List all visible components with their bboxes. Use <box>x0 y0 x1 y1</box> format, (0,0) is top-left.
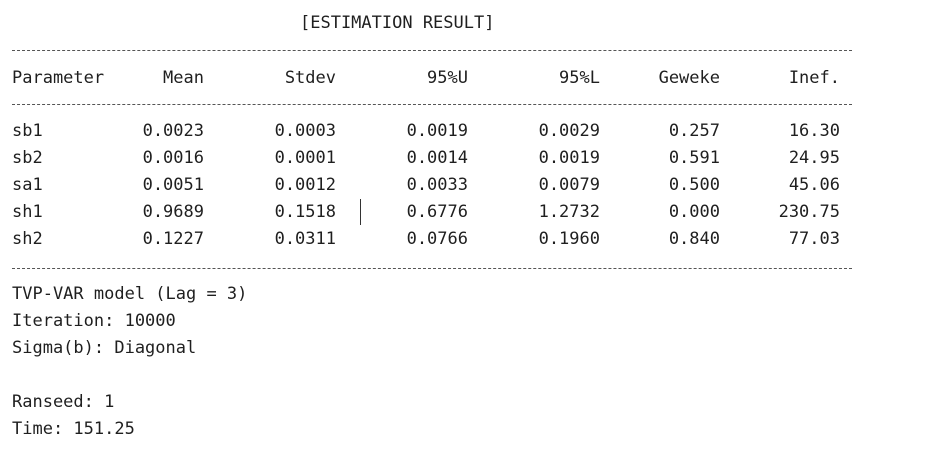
cell-param: sa1 <box>12 175 43 195</box>
cell-95l: 0.0079 <box>538 175 600 195</box>
iteration-info: Iteration: 10000 <box>12 311 176 331</box>
cell-param: sb1 <box>12 121 43 141</box>
cell-95u: 0.0033 <box>406 175 468 195</box>
cell-95u: 0.0014 <box>406 148 468 168</box>
cell-param: sb2 <box>12 148 43 168</box>
cell-param: sh1 <box>12 202 43 222</box>
cell-geweke: 0.257 <box>668 121 720 141</box>
header-parameter: Parameter <box>12 68 105 88</box>
cell-inef: 45.06 <box>788 175 840 195</box>
header-mean: Mean <box>163 68 204 88</box>
header-95u: 95%U <box>427 68 468 88</box>
cell-inef: 16.30 <box>788 121 840 141</box>
cell-geweke: 0.840 <box>668 229 720 249</box>
cell-95u: 0.6776 <box>406 202 468 222</box>
cell-95l: 0.0019 <box>538 148 600 168</box>
cell-95l: 1.2732 <box>538 202 600 222</box>
cell-inef: 24.95 <box>788 148 840 168</box>
cell-inef: 230.75 <box>778 202 840 222</box>
cell-stdev: 0.0003 <box>274 121 336 141</box>
cell-95u: 0.0019 <box>406 121 468 141</box>
cell-95l: 0.1960 <box>538 229 600 249</box>
header-stdev: Stdev <box>284 68 336 88</box>
header-geweke: Geweke <box>658 68 720 88</box>
result-title: [ESTIMATION RESULT] <box>300 13 495 33</box>
dashed-divider-top <box>12 50 852 51</box>
cell-mean: 0.1227 <box>142 229 204 249</box>
cell-stdev: 0.0001 <box>274 148 336 168</box>
cell-mean: 0.0023 <box>142 121 204 141</box>
dashed-divider-bottom <box>12 268 852 269</box>
cell-geweke: 0.500 <box>668 175 720 195</box>
cell-95l: 0.0029 <box>538 121 600 141</box>
cell-geweke: 0.000 <box>668 202 720 222</box>
cell-mean: 0.0051 <box>142 175 204 195</box>
ranseed-info: Ranseed: 1 <box>12 392 115 412</box>
cell-stdev: 0.0311 <box>274 229 336 249</box>
cell-mean: 0.9689 <box>142 202 204 222</box>
cell-inef: 77.03 <box>788 229 840 249</box>
cell-stdev: 0.1518 <box>274 202 336 222</box>
sigma-info: Sigma(b): Diagonal <box>12 338 197 358</box>
header-inef: Inef. <box>788 68 840 88</box>
cell-geweke: 0.591 <box>668 148 720 168</box>
cell-param: sh2 <box>12 229 43 249</box>
cell-95u: 0.0766 <box>406 229 468 249</box>
header-95l: 95%L <box>559 68 600 88</box>
text-cursor <box>360 199 361 225</box>
model-info: TVP-VAR model (Lag = 3) <box>12 284 248 304</box>
cell-mean: 0.0016 <box>142 148 204 168</box>
cell-stdev: 0.0012 <box>274 175 336 195</box>
time-info: Time: 151.25 <box>12 419 135 439</box>
dashed-divider-header <box>12 104 852 105</box>
